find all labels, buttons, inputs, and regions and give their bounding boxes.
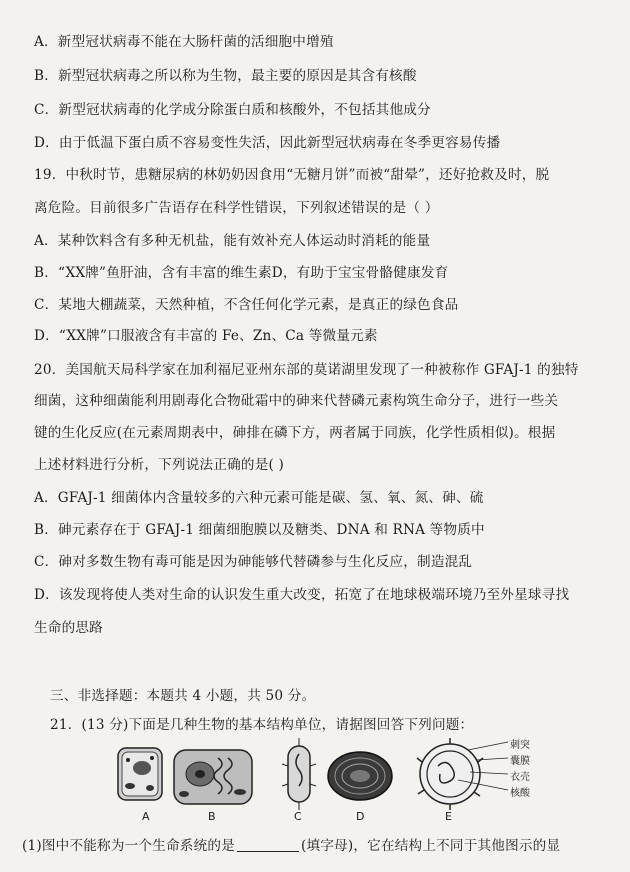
q21-sub1 [22,834,560,854]
q19-stem-line1: 19．中秋时节，患糖尿病的林奶奶因食用“无糖月饼”而被“甜晕”，还好抢救及时，脱 [34,167,550,183]
q18-option-c: C．新型冠状病毒的化学成分除蛋白质和核酸外，不包括其他成分 [34,102,431,118]
cell-d-diagram [328,752,392,800]
q19-option-c: C．某地大棚蔬菜，天然种植，不含任何化学元素，是真正的绿色食品 [34,297,459,313]
q20-stem-line3: 键的生化反应(在元素周期表中，砷排在磷下方，两者属于同族，化学性质相似)。根据 [34,425,556,441]
q19-option-b: B．“XX牌”鱼肝油，含有丰富的维生素D，有助于宝宝骨骼健康发育 [34,265,449,281]
cell-e-diagram [417,738,508,810]
q20-stem-line4: 上述材料进行分析，下列说法正确的是( ) [34,457,285,473]
cell-a-diagram [118,748,162,800]
q20-option-d: D．该发现将使人类对生命的认识发生重大改变，拓宽了在地球极端环境乃至外星球寻找 [34,587,570,603]
figure-label-d: D [356,810,365,823]
q20-stem-line1: 20．美国航天局科学家在加利福尼亚州东部的莫诺湖里发现了一种被称作 GFAJ-1 的独特 [34,362,579,378]
figure-label-c: C [294,810,302,823]
q21-sub1-before: (1)图中不能称为一个生命系统的是 [22,838,235,854]
q21-stem: 21．(13 分)下面是几种生物的基本结构单位，请据图回答下列问题： [50,717,474,733]
q18-option-b: B．新型冠状病毒之所以称为生物，最主要的原因是其含有核酸 [34,68,417,84]
q20-option-b: B．砷元素存在于 GFAJ-1 细菌细胞膜以及糖类、DNA 和 RNA 等物质中 [34,522,485,538]
q18-option-a: A．新型冠状病毒不能在大肠杆菌的活细胞中增殖 [34,34,334,50]
figure-label-a: A [142,810,150,823]
q19-option-d: D．“XX牌”口服液含有丰富的 Fe、Zn、Ca 等微量元素 [34,328,378,344]
q20-stem-line2: 细菌，这种细菌能利用剧毒化合物砒霜中的砷来代替磷元素构筑生命分子，进行一些关 [34,393,559,409]
figure-label-e: E [445,810,452,823]
answer-blank[interactable] [237,839,299,852]
q20-option-c: C．砷对多数生物有毒可能是因为砷能够代替磷参与生化反应，制造混乱 [34,554,473,570]
q20-option-a: A．GFAJ-1 细菌体内含量较多的六种元素可能是碳、氢、氧、氮、砷、硫 [34,490,484,506]
cell-figure [112,736,532,826]
cell-b-diagram [174,750,252,804]
annotation-spike: 刺突 [510,740,530,751]
cell-c-diagram [282,738,316,810]
annotation-capsid: 衣壳 [510,772,530,783]
q19-option-a: A．某种饮料含有多种无机盐，能有效补充人体运动时消耗的能量 [34,233,431,249]
figure-label-b: B [208,810,216,823]
q19-stem-line2: 离危险。目前很多广告语存在科学性错误，下列叙述错误的是（ ） [34,200,439,216]
annotation-envelope: 囊膜 [510,756,530,767]
annotation-nucleic-acid: 核酸 [510,788,530,799]
q18-option-d: D．由于低温下蛋白质不容易变性失活，因此新型冠状病毒在冬季更容易传播 [34,135,501,151]
q21-sub1-after: (填字母)，它在结构上不同于其他图示的显 [300,838,561,854]
section-heading: 三、非选择题：本题共 4 小题，共 50 分。 [50,688,316,704]
q20-option-d-cont: 生命的思路 [34,620,103,636]
cell-diagrams [112,736,532,826]
